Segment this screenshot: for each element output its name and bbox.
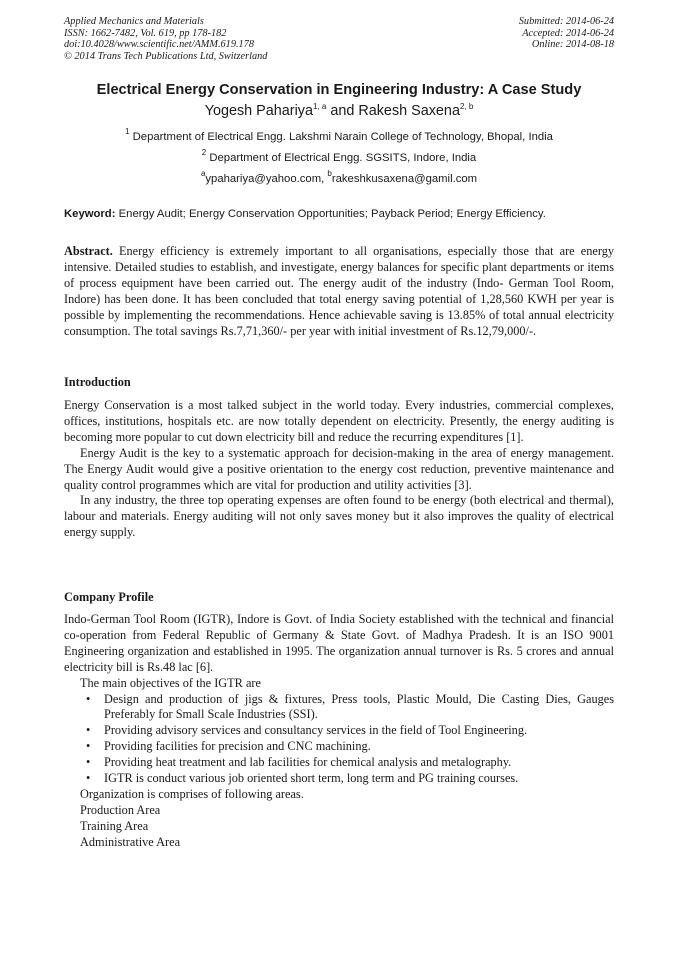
area-item: Production Area [80,802,161,817]
affiliation-1-text: Department of Electrical Engg. Lakshmi Narain College of Technology, Bhopal, India [129,131,553,143]
company-profile-heading: Company Profile [64,590,154,604]
objective-text: Providing facilities for precision and CNC machining. [104,739,371,754]
abstract-label: Abstract. [64,244,113,258]
bullet-point: • [86,739,91,754]
bullet-point: • [86,771,91,786]
author-emails [0,169,678,185]
affiliation-2-text: Department of Electrical Engg. SGSITS, Indore, India [206,152,477,164]
objectives-list [64,692,614,787]
author-1: Yogesh Pahariya [204,103,313,119]
author-1-affiliation: 1, a [312,102,327,111]
list-item [64,771,614,787]
objective-text: IGTR is conduct various job oriented short term, long term and PG training courses. [104,771,519,786]
list-item [64,723,614,739]
affiliation-2-marker: 2 [201,148,207,157]
areas-intro: Organization is comprises of following areas. [80,786,304,801]
list-item [64,739,614,755]
affiliation-1 [0,127,678,143]
introduction-paragraph-3: In any industry, the three top operating expenses are often found to be energy (both electrical and thermal), labour and materials. Energy auditing will not only saves money but it also improves the quality of electrical energy supply. [64,493,614,540]
area-item: Training Area [80,818,149,833]
list-item [64,755,614,771]
submitted-date: Submitted: 2014-06-24 [518,16,614,27]
introduction-section [64,398,614,541]
journal-info [64,16,267,62]
objectives-intro: The main objectives of the IGTR are [80,675,261,690]
area-item: Administrative Area [80,834,181,849]
doi-line: doi:10.4028/www.scientific.net/AMM.619.178 [64,39,254,51]
author-2-affiliation: 2, b [459,102,474,111]
keywords-text: Energy Audit; Energy Conservation Opportunities; Payback Period; Energy Efficiency. [115,208,546,220]
publication-dates [519,16,614,51]
author-list [0,103,678,119]
objective-text: Providing heat treatment and lab facilities for chemical analysis and metalography. [104,755,512,770]
issn-line: ISSN: 1662-7482, Vol. 619, pp 178-182 [64,27,227,39]
email-a: ypahariya@yahoo.com, [205,173,328,185]
accepted-date: Accepted: 2014-06-24 [522,27,614,39]
keywords [64,208,624,220]
objective-text: Design and production of jigs & fixtures, Press tools, Plastic Mould, Die Casting Dies, Gauges Preferably for Small Scale Industries (SSI). [104,691,614,722]
journal-name: Applied Mechanics and Materials [64,16,204,27]
objective-text: Providing advisory services and consultancy services in the field of Tool Engineering. [104,723,528,738]
copyright-line: © 2014 Trans Tech Publications Ltd, Switzerland [64,50,268,62]
bullet-point: • [86,755,91,770]
company-profile-section [64,612,614,851]
bullet-point: • [86,723,91,738]
bullet-point: • [86,691,91,706]
affiliation-1-marker: 1 [125,127,130,136]
list-item [64,692,614,724]
abstract-text: Energy efficiency is extremely important to all organisations, especially those that are energy intensive. Detailed studies to establish, and investigate, energy balances for specific plant departments or items of process equipment have been carried out. The energy audit of the industry (Indo- German Tool Room, Indore) has been done. It has been concluded that total energy saving potential of 1,28,560 KWH per year is possible by implementing the recommendations. Hence achievable saving is 13.85% of total annual electricity consumption. The total savings Rs.7,71,360/- per year with initial investment of Rs.12,79,000/-. [64,244,614,338]
introduction-paragraph-2: Energy Audit is the key to a systematic approach for decision-making in the area of energy management. The Energy Audit would give a positive orientation to the energy cost reduction, preventive maintenance and quality control programmes which are vital for production and utility activities [3]. [64,445,614,492]
company-profile-paragraph: Indo-German Tool Room (IGTR), Indore is Govt. of India Society established with the technical and financial co-operation from Federal Republic of Germany & State Govt. of Madhya Pradesh. It is an ISO 9001 Engineering organization and established in 1995. The organization annual turnover is Rs. 5 crores and annual electricity bill is Rs.48 lac [6]. [64,612,614,674]
online-date: Online: 2014-08-18 [531,39,614,51]
keywords-label: Keyword: [64,208,116,220]
author-conjunction: and [326,103,359,119]
introduction-heading: Introduction [64,375,131,389]
email-b: rakeshkusaxena@gamil.com [331,173,478,185]
email-a-marker: a [200,169,206,178]
affiliation-2 [0,148,678,164]
email-b-marker: b [327,169,332,178]
abstract [64,244,614,339]
author-2: Rakesh Saxena [358,103,460,119]
paper-title: Electrical Energy Conservation in Engineering Industry: A Case Study [96,82,582,98]
introduction-paragraph-1: Energy Conservation is a most talked subject in the world today. Every industries, commercial complexes, offices, institutions, hospitals etc. are now totally dependent on electricity. Presently, the energy auditing is becoming more popular to cut down electricity bill and reduce the recurring expenditures [1]. [64,398,614,444]
